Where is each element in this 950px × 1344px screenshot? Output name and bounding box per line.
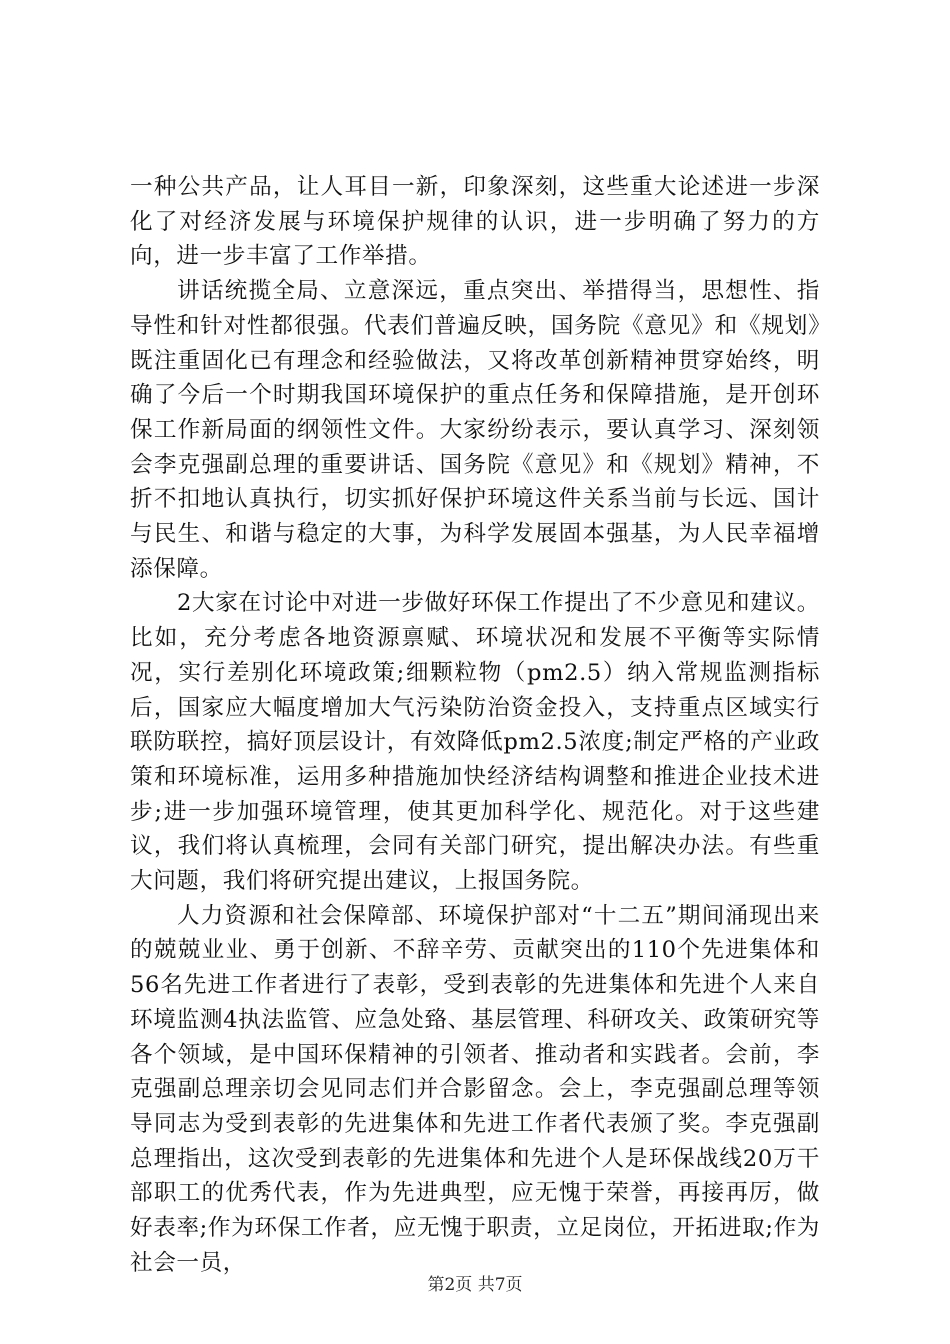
paragraph-4: 人力资源和社会保障部、环境保护部对“十二五”期间涌现出来的兢兢业业、勇于创新、不辞辛劳、贡献突出的110个先进集体和56名先进工作者进行了表彰，受到表彰的先进集体和先进个人来自环境监测4执法监管、应急处臵、基层管理、科研攻关、政策研究等各个领域，是中国环保精神的引领者、推动者和实践者。会前，李克强副总理亲切会见同志们并合影留念。会上，李克强副总理等领导同志为受到表彰的先进集体和先进工作者代表颁了奖。李克强副总理指出，这次受到表彰的先进集体和先进个人是环保战线20万干部职工的优秀代表，作为先进典型，应无愧于荣誉，再接再厉，做好表率;作为环保工作者，应无愧于职责，立足岗位，开拓进取;作为社会一员， [130,902,820,1276]
paragraph-1: 一种公共产品，让人耳目一新，印象深刻，这些重大论述进一步深化了对经济发展与环境保护规律的认识，进一步明确了努力的方向，进一步丰富了工作举措。 [130,174,820,270]
paragraph-2: 讲话统揽全局、立意深远，重点突出、举措得当，思想性、指导性和针对性都很强。代表们普遍反映，国务院《意见》和《规划》既注重固化已有理念和经验做法，又将改革创新精神贯穿始终，明确了今后一个时期我国环境保护的重点任务和保障措施，是开创环保工作新局面的纲领性文件。大家纷纷表示，要认真学习、深刻领会李克强副总理的重要讲话、国务院《意见》和《规划》精神，不折不扣地认真执行，切实抓好保护环境这件关系当前与长远、国计与民生、和谐与稳定的大事，为科学发展固本强基，为人民幸福增添保障。 [130,278,820,582]
paragraph-3: 2大家在讨论中对进一步做好环保工作提出了不少意见和建议。比如，充分考虑各地资源禀赋、环境状况和发展不平衡等实际情况，实行差别化环境政策;细颗粒物（pm2.5）纳入常规监测指标后，国家应大幅度增加大气污染防治资金投入，支持重点区域实行联防联控，搞好顶层设计，有效降低pm2.5浓度;制定严格的产业政策和环境标准，运用多种措施加快经济结构调整和推进企业技术进步;进一步加强环境管理，使其更加科学化、规范化。对于这些建议，我们将认真梳理，会同有关部门研究，提出解决办法。有些重大问题，我们将研究提出建议，上报国务院。 [130,590,820,895]
document-body [130,170,820,1281]
page-number-footer: 第2页 共7页 [427,1275,523,1295]
